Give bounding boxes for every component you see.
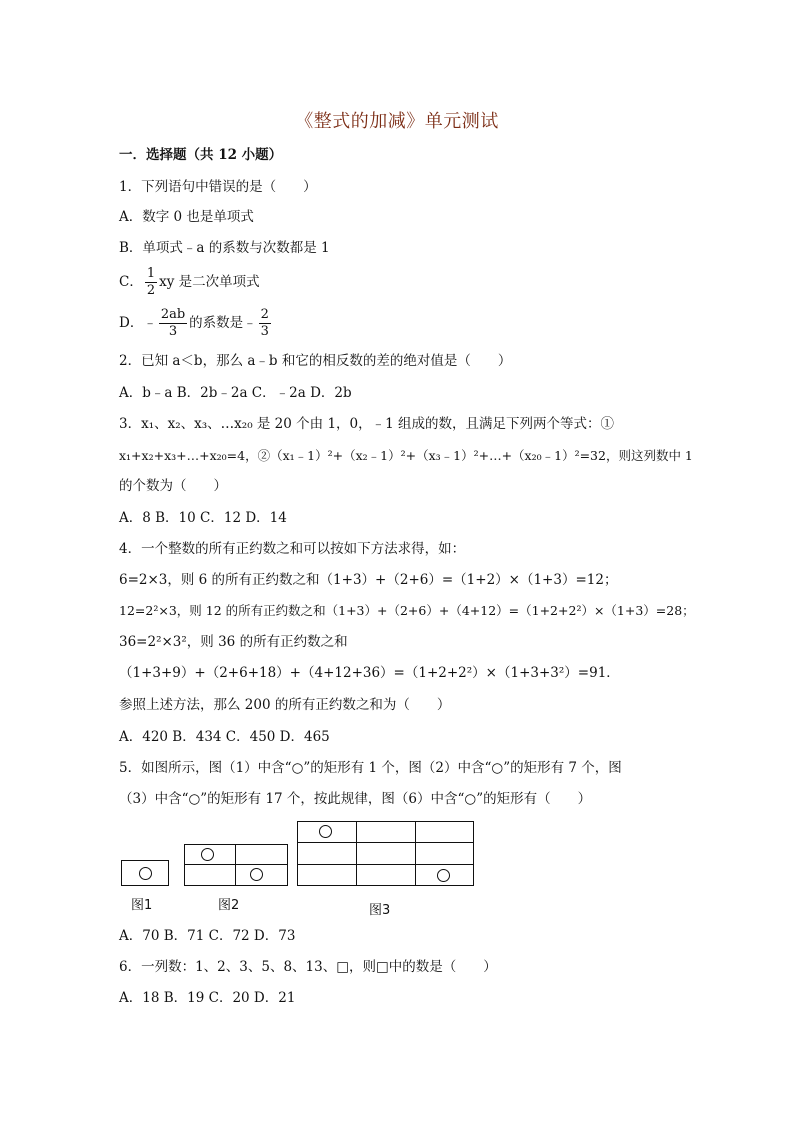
question-3-line-1: 3．x₁、x₂、x₃、…x₂₀ 是 20 个由 1，0，﹣1 组成的数，且满足下列两个等式：① [119,416,615,432]
question-4-line-2: 6=2×3，则 6 的所有正约数之和（1+3）+（2+6）=（1+2）×（1+3）=12； [119,572,618,588]
circle-icon [139,867,152,880]
question-4-line-6: 参照上述方法，那么 200 的所有正约数之和为（ ） [119,697,451,713]
question-1-option-b: B．单项式﹣a 的系数与次数都是 1 [119,240,330,256]
question-4-line-5: （1+3+9）+（2+6+18）+（4+12+36）=（1+2+2²）×（1+3+3²）=91． [119,665,620,681]
fraction-numerator: 1 [146,266,156,281]
document-title: 《整式的加减》单元测试 [295,111,499,132]
fraction-numerator: 2 [260,307,269,322]
fraction-denominator: 3 [168,324,178,339]
question-3-options: A．8 B．10 C．12 D．14 [119,510,287,526]
circle-icon [250,868,263,881]
question-2-stem: 2．已知 a＜b，那么 a﹣b 和它的相反数的差的绝对值是（ ） [119,353,512,369]
figure-3-divider-horizontal-2 [297,864,474,865]
circle-icon [201,848,214,861]
question-1-option-d [119,307,273,339]
option-d-middle: 的系数是﹣ [189,315,257,331]
question-1-option-a: A．数字 0 也是单项式 [119,209,254,225]
figure-3-divider-horizontal-1 [297,842,474,843]
fraction-one-half [145,267,157,298]
question-4-line-4: 36=2²×3²，则 36 的所有正约数之和 [119,634,348,650]
circle-icon [437,869,450,882]
question-4-line-3: 12=2²×3，则 12 的所有正约数之和（1+3）+（2+6）+（4+12）=（1+2+2²）×（1+3）=28； [119,603,695,618]
figure-3-divider-vertical-2 [415,821,416,886]
question-1-option-c [119,266,260,298]
question-3-line-2: x₁+x₂+x₃+…+x₂₀=4，②（x₁﹣1）²+（x₂﹣1）²+（x₃﹣1）²+…+（x₂₀﹣1）²=32，则这列数中 1 [119,448,693,463]
question-4-options: A．420 B．434 C．450 D．465 [119,729,330,745]
question-5-line-2: （3）中含“○”的矩形有 17 个，按此规律，图（6）中含“○”的矩形有（ ） [119,791,592,807]
figure-2-label: 图2 [218,898,240,913]
question-6-options: A．18 B．19 C．20 D．21 [119,990,296,1006]
question-3-line-3: 的个数为（ ） [119,478,227,494]
section-heading: 一．选择题（共 12 小题） [119,147,283,163]
fraction-denominator: 2 [146,283,156,298]
figure-3-divider-vertical-1 [356,821,357,886]
figure-1-label: 图1 [131,898,153,913]
option-c-prefix: C． [119,274,143,290]
circle-icon [319,825,332,838]
figure-2-divider-horizontal [184,864,288,865]
question-6-stem: 6．一列数：1、2、3、5、8、13、□，则□中的数是（ ） [119,959,497,975]
fraction-numerator: 2ab [160,307,186,322]
question-4-line-1: 4．一个整数的所有正约数之和可以按如下方法求得，如： [119,541,466,557]
fraction-2ab-over-3 [159,308,187,339]
fraction-two-thirds [259,308,271,339]
option-d-prefix: D．﹣ [119,315,157,331]
fraction-denominator: 3 [260,324,269,339]
question-5-line-1: 5．如图所示，图（1）中含“○”的矩形有 1 个，图（2）中含“○”的矩形有 7 个，图 [119,760,622,776]
question-2-options: A．b﹣a B．2b﹣2a C．﹣2a D．2b [119,385,352,401]
question-5-options: A．70 B．71 C．72 D．73 [119,928,296,944]
figure-3-label: 图3 [369,903,391,918]
question-1-stem: 1．下列语句中错误的是（ ） [119,179,317,195]
option-c-suffix: xy 是二次单项式 [159,274,260,290]
